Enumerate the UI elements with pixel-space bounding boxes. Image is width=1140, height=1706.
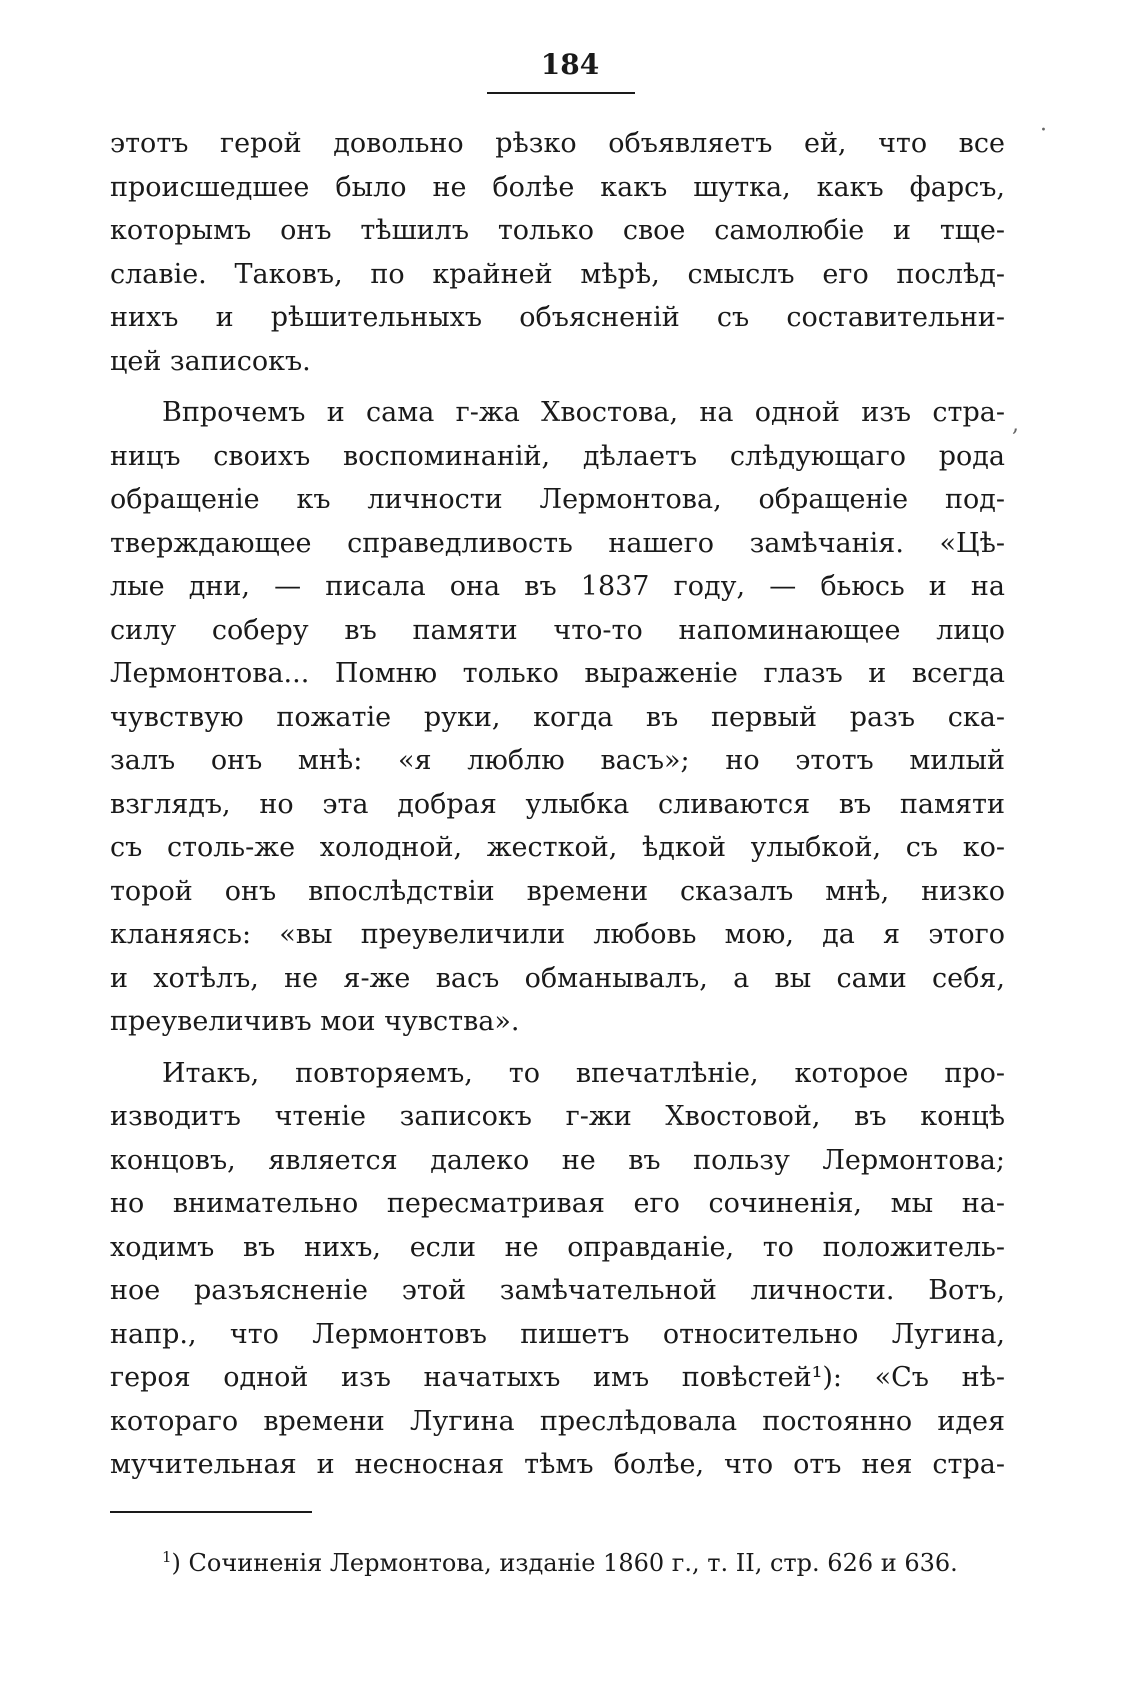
text-line: ницъ своихъ воспоминаній, дѣлаетъ слѣдующаго рода xyxy=(110,440,1005,472)
text-line: обращеніе къ личности Лермонтова, обращеніе под- xyxy=(110,484,1005,515)
text-line: и хотѣлъ, не я-же васъ обманывалъ, а вы сами себя, xyxy=(110,962,1005,994)
text-line: чувствую пожатіе руки, когда въ первый разъ ска- xyxy=(110,701,1005,733)
text-line: мучительная и несносная тѣмъ болѣе, что отъ нея стра- xyxy=(110,1449,1005,1480)
text-line: изводитъ чтеніе записокъ г-жи Хвостовой, въ концѣ xyxy=(110,1101,1005,1132)
text-line: происшедшее было не болѣе какъ шутка, какъ фарсъ, xyxy=(110,171,1005,203)
page-number: 184 xyxy=(540,48,600,81)
text-line: концовъ, является далеко не въ пользу Лермонтова; xyxy=(110,1144,1005,1176)
text-line: этотъ герой довольно рѣзко объявляетъ ей, что все xyxy=(110,128,1005,159)
margin-mark: , xyxy=(1012,412,1019,437)
text-line: Лермонтова... Помню только выраженіе глазъ и всегда xyxy=(110,658,1005,689)
text-line: торой онъ впослѣдствіи времени сказалъ мнѣ, низко xyxy=(110,875,1005,907)
text-line: лые дни, — писала она въ 1837 году, — бьюсь и на xyxy=(110,571,1005,602)
text-line: кланяясь: «вы преувеличили любовь мою, да я этого xyxy=(110,919,1005,950)
text-line: цей записокъ. xyxy=(110,345,311,377)
paragraph-gap xyxy=(110,383,1005,391)
text-line: Впрочемъ и сама г-жа Хвостова, на одной изъ стра- xyxy=(162,397,1005,428)
text-line: силу соберу въ памяти что-то напоминающее лицо xyxy=(110,614,1005,646)
footnote-marker: 1 xyxy=(162,1548,172,1566)
text-line: напр., что Лермонтовъ пишетъ относительно Лугина, xyxy=(110,1318,1005,1350)
page-number-rule xyxy=(487,92,635,94)
text-line: которымъ онъ тѣшилъ только свое самолюбіе и тще- xyxy=(110,215,1005,246)
text-line: славіе. Таковъ, по крайней мѣрѣ, смыслъ его послѣд- xyxy=(110,258,1005,290)
margin-mark: · xyxy=(1040,118,1047,143)
text-line: нихъ и рѣшительныхъ объясненій съ составительни- xyxy=(110,302,1005,333)
footnote-rule xyxy=(110,1511,312,1513)
footnote-text: ) Сочиненія Лермонтова, изданіе 1860 г., т. II, стр. 626 и 636. xyxy=(171,1549,958,1577)
text-line: героя одной изъ начатыхъ имъ повѣстей¹): «Съ нѣ- xyxy=(110,1362,1005,1393)
text-line: Итакъ, повторяемъ, то впечатлѣніе, которое про- xyxy=(162,1057,1005,1089)
text-line: залъ онъ мнѣ: «я люблю васъ»; но этотъ милый xyxy=(110,745,1005,776)
footnote xyxy=(162,1540,1005,1580)
text-line: но внимательно пересматривая его сочиненія, мы на- xyxy=(110,1188,1005,1219)
text-line: съ столь-же холодной, жесткой, ѣдкой улыбкой, съ ко- xyxy=(110,832,1005,863)
text-line: взглядъ, но эта добрая улыбка сливаются въ памяти xyxy=(110,788,1005,820)
text-line: ходимъ въ нихъ, если не оправданіе, то положитель- xyxy=(110,1231,1005,1263)
text-line: котораго времени Лугина преслѣдовала постоянно идея xyxy=(110,1405,1005,1437)
text-line: тверждающее справедливость нашего замѣчанія. «Цѣ- xyxy=(110,527,1005,559)
body-text xyxy=(110,122,1005,1487)
text-line: преувеличивъ мои чувства». xyxy=(110,1006,520,1037)
text-line: ное разъясненіе этой замѣчательной личности. Вотъ, xyxy=(110,1275,1005,1306)
paragraph-gap xyxy=(110,1044,1005,1052)
